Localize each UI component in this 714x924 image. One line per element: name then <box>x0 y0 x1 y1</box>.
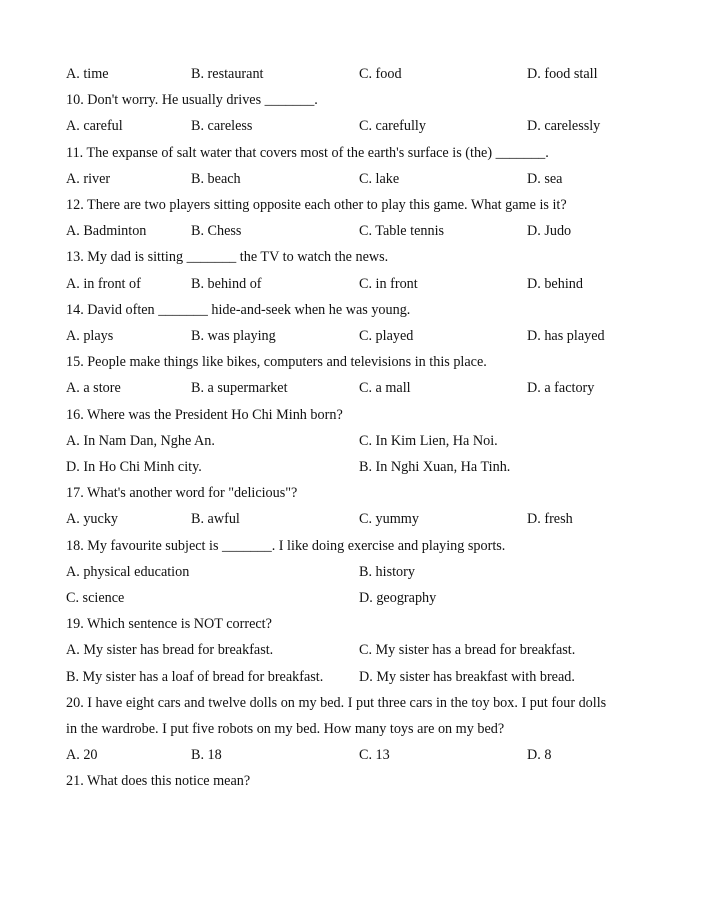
answer-option: B. careless <box>191 118 253 135</box>
answer-option: D. behind <box>527 275 583 292</box>
answer-option: B. behind of <box>191 275 262 292</box>
answer-option: D. Judo <box>527 223 572 240</box>
answer-option: A. in front of <box>66 275 141 292</box>
answer-option: B. a supermarket <box>191 380 288 397</box>
question-text: 20. I have eight cars and twelve dolls on my bed. I put three cars in the toy box. I put four dolls <box>66 694 607 711</box>
answer-option: B. My sister has a loaf of bread for breakfast. <box>66 668 324 685</box>
question-text: 16. Where was the President Ho Chi Minh born? <box>66 406 343 423</box>
question-text: 12. There are two players sitting opposite each other to play this game. What game is it? <box>66 197 567 213</box>
answer-option: A. river <box>66 170 111 187</box>
answer-option: A. time <box>66 66 109 82</box>
answer-option: A. physical education <box>66 563 190 580</box>
question-text: 21. What does this notice mean? <box>66 773 251 790</box>
answer-option: D. carelessly <box>527 118 601 135</box>
question-text: 13. My dad is sitting _______ the TV to watch the news. <box>66 249 389 266</box>
answer-option: B. awful <box>191 511 240 528</box>
answer-option: D. food stall <box>527 66 598 82</box>
question-text: 14. David often _______ hide-and-seek when he was young. <box>66 301 411 318</box>
answer-option: A. 20 <box>66 747 98 764</box>
question-text: 19. Which sentence is NOT correct? <box>66 616 272 633</box>
answer-option: A. Badminton <box>66 223 147 240</box>
answer-option: A. plays <box>66 328 114 344</box>
answer-option: D. My sister has breakfast with bread. <box>359 668 575 685</box>
answer-option: C. science <box>66 590 125 606</box>
answer-option: D. geography <box>359 590 437 606</box>
answer-option: B. restaurant <box>191 66 264 82</box>
answer-option: C. played <box>359 328 414 344</box>
answer-option: D. sea <box>527 170 563 187</box>
answer-option: B. 18 <box>191 747 222 764</box>
answer-option: A. a store <box>66 380 121 397</box>
answer-option: C. Table tennis <box>359 223 445 240</box>
answer-option: C. 13 <box>359 747 390 764</box>
question-text: in the wardrobe. I put five robots on my bed. How many toys are on my bed? <box>66 721 505 737</box>
question-text: 18. My favourite subject is _______. I like doing exercise and playing sports. <box>66 537 506 554</box>
answer-option: C. a mall <box>359 380 411 397</box>
answer-option: C. yummy <box>359 511 419 528</box>
answer-option: C. lake <box>359 170 400 187</box>
answer-option: D. 8 <box>527 747 552 764</box>
answer-option: C. in front <box>359 275 418 292</box>
answer-option: C. My sister has a bread for breakfast. <box>359 642 576 659</box>
answer-option: B. history <box>359 563 415 580</box>
answer-option: B. was playing <box>191 328 276 344</box>
answer-option: A. In Nam Dan, Nghe An. <box>66 432 215 449</box>
question-text: 10. Don't worry. He usually drives _______. <box>66 92 318 109</box>
answer-option: D. has played <box>527 328 605 344</box>
question-text: 11. The expanse of salt water that covers most of the earth's surface is (the) _______. <box>66 144 549 161</box>
answer-option: C. food <box>359 66 402 82</box>
answer-option: D. In Ho Chi Minh city. <box>66 459 202 475</box>
answer-option: A. yucky <box>66 511 119 528</box>
answer-option: B. Chess <box>191 223 242 240</box>
answer-option: A. My sister has bread for breakfast. <box>66 642 274 659</box>
answer-option: C. carefully <box>359 118 426 135</box>
answer-option: B. beach <box>191 170 241 187</box>
answer-option: B. In Nghi Xuan, Ha Tinh. <box>359 459 511 475</box>
answer-option: D. fresh <box>527 511 573 528</box>
answer-option: A. careful <box>66 118 123 135</box>
answer-option: C. In Kim Lien, Ha Noi. <box>359 432 498 449</box>
answer-option: D. a factory <box>527 380 595 397</box>
question-text: 17. What's another word for "delicious"? <box>66 485 298 502</box>
question-text: 15. People make things like bikes, computers and televisions in this place. <box>66 354 487 371</box>
